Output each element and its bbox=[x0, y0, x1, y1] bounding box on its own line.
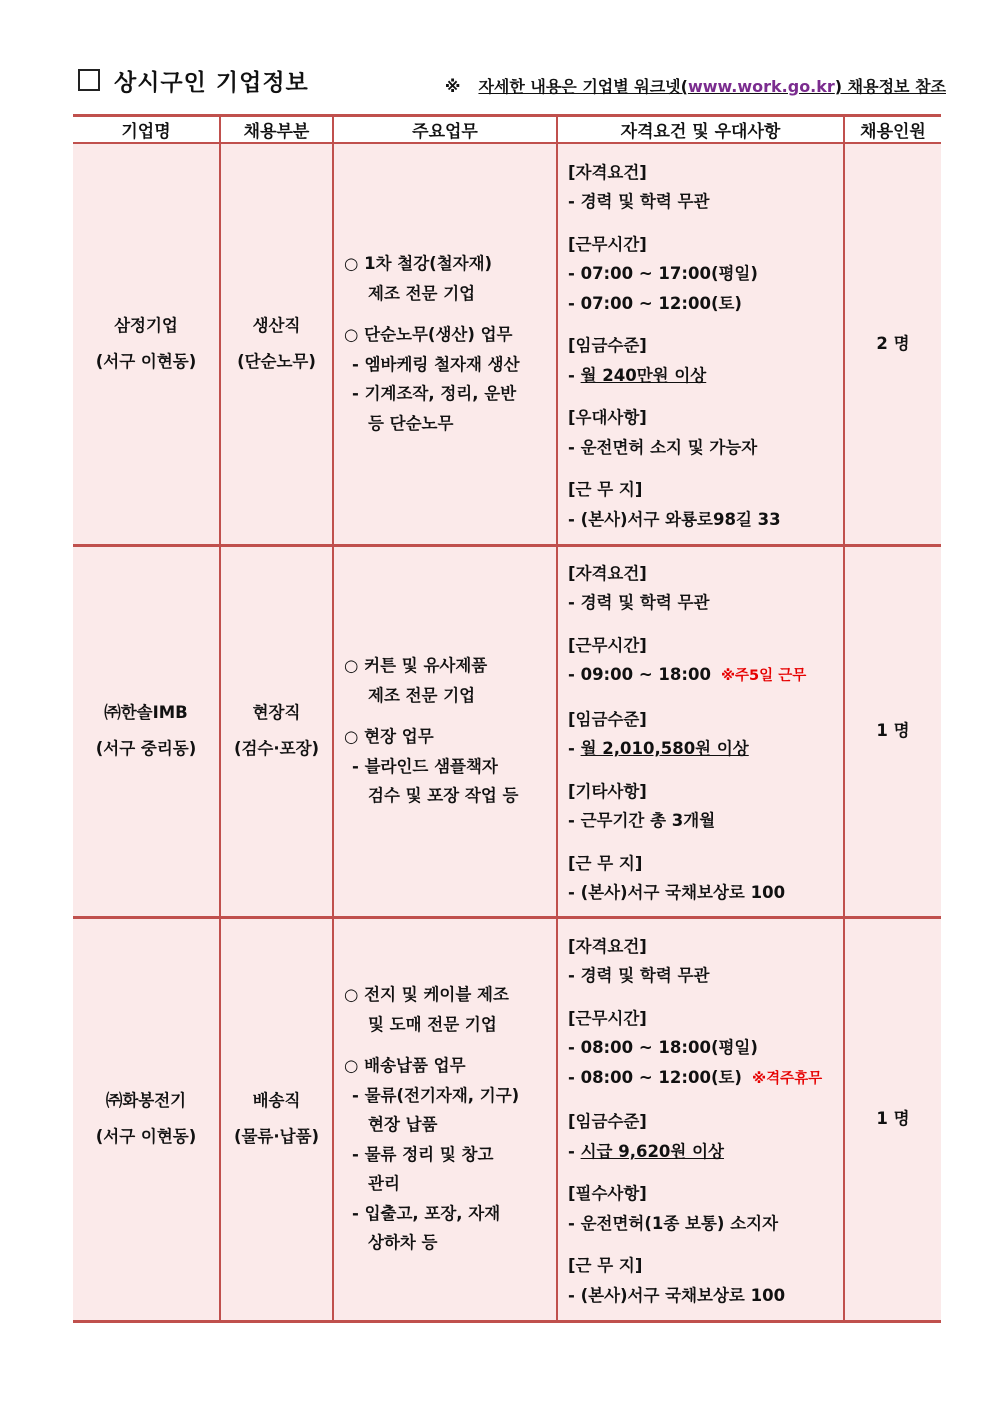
header-duties: 주요업무 bbox=[333, 116, 557, 144]
note-text-before: 자세한 내용은 기업별 워크넷( bbox=[478, 77, 688, 96]
duty-line: ○ 단순노무(생산) 업무 bbox=[344, 325, 513, 345]
qual-group bbox=[568, 403, 843, 462]
qual-line: - 경력 및 학력 무관 bbox=[568, 966, 710, 986]
header-dept: 채용부분 bbox=[220, 116, 333, 144]
reference-note bbox=[445, 74, 946, 97]
qual-line: - (본사)서구 와룡로98길 33 bbox=[568, 509, 781, 529]
company-location: (서구 이현동) bbox=[95, 351, 197, 371]
qual-group: [임금수준] - 월 2,010,580원 이상 bbox=[568, 705, 843, 764]
company-name: ㈜화봉전기 bbox=[105, 1091, 187, 1110]
duty-line: 상하차 등 bbox=[368, 1233, 438, 1253]
qual-heading: [임금수준] bbox=[568, 709, 647, 729]
company-location: (서구 이현동) bbox=[95, 1127, 197, 1146]
dept-cell bbox=[220, 917, 333, 1321]
qual-line: - (본사)서구 국채보상로 100 bbox=[568, 1285, 786, 1305]
qual-heading: [근 무 지] bbox=[568, 853, 643, 873]
company-cell bbox=[73, 545, 220, 917]
dept-name: 생산직 bbox=[252, 315, 301, 335]
qual-group bbox=[568, 631, 843, 692]
qual-heading: [임금수준] bbox=[568, 336, 647, 355]
duties-cell bbox=[333, 545, 557, 917]
qual-heading: [근무시간] bbox=[568, 234, 647, 254]
qual-line: - 08:00 ~ 12:00(토) bbox=[568, 1067, 742, 1087]
duty-line: - 기계조작, 정리, 운반 bbox=[352, 384, 517, 404]
company-location: (서구 중리동) bbox=[95, 739, 197, 758]
count-cell bbox=[844, 545, 941, 917]
qual-heading: [근무시간] bbox=[568, 635, 647, 655]
qual-heading: [우대사항] bbox=[568, 408, 647, 427]
wage-value: 월 240만원 이상 bbox=[580, 365, 707, 385]
qual-heading: [자격요건] bbox=[568, 162, 647, 182]
duty-line: 제조 전문 기업 bbox=[368, 283, 476, 303]
qual-heading: [근 무 지] bbox=[568, 1256, 643, 1276]
qual-heading: [임금수준] bbox=[568, 1112, 647, 1132]
qual-group bbox=[568, 1251, 843, 1310]
qual-group bbox=[568, 559, 843, 618]
note-mark: ※ bbox=[444, 77, 461, 96]
header-qualifications: 자격요건 및 우대사항 bbox=[557, 116, 844, 144]
highlight-note: ※주5일 근무 bbox=[720, 668, 807, 684]
hire-count: 1 명 bbox=[876, 1109, 910, 1128]
wage-value: 월 2,010,580원 이상 bbox=[580, 739, 749, 758]
company-cell bbox=[73, 143, 220, 545]
qual-heading: [근무시간] bbox=[568, 1008, 647, 1028]
qualifications-cell bbox=[557, 545, 844, 917]
qual-line: - 운전면허(1종 보통) 소지자 bbox=[568, 1213, 779, 1233]
duties-cell bbox=[333, 143, 557, 545]
header-count: 채용인원 bbox=[844, 116, 941, 144]
table-row bbox=[73, 917, 941, 1321]
duty-line: 등 단순노무 bbox=[368, 413, 454, 433]
qual-group: [임금수준] - 시급 9,620원 이상 bbox=[568, 1107, 843, 1166]
job-table bbox=[73, 114, 941, 1323]
company-name: 삼정기업 bbox=[114, 315, 178, 335]
qual-heading: [자격요건] bbox=[568, 936, 647, 956]
highlight-note: ※격주휴무 bbox=[751, 1070, 823, 1087]
qual-heading: [필수사항] bbox=[568, 1184, 647, 1204]
duties-cell bbox=[333, 917, 557, 1321]
duty-line: 제조 전문 기업 bbox=[368, 685, 476, 705]
duty-line: - 물류 정리 및 창고 bbox=[352, 1144, 494, 1164]
count-cell bbox=[844, 143, 941, 545]
company-name: ㈜한솔IMB bbox=[104, 703, 188, 722]
duty-line: ○ 배송납품 업무 bbox=[344, 1056, 466, 1076]
duty-line: - 엠바케링 철자재 생산 bbox=[352, 354, 520, 374]
dept-sub: (물류·납품) bbox=[233, 1127, 320, 1146]
dept-sub: (검수·포장) bbox=[233, 739, 320, 758]
qual-line: - 운전면허 소지 및 가능자 bbox=[568, 437, 758, 457]
header-company: 기업명 bbox=[73, 116, 220, 144]
qual-line: - 근무기간 총 3개월 bbox=[568, 811, 716, 830]
dept-sub: (단순노무) bbox=[237, 351, 316, 371]
company-cell bbox=[73, 917, 220, 1321]
wage-value: 시급 9,620원 이상 bbox=[580, 1141, 724, 1161]
table-row bbox=[73, 143, 941, 545]
qual-heading: [자격요건] bbox=[568, 563, 647, 583]
qual-group bbox=[568, 230, 843, 319]
hire-count: 2 명 bbox=[876, 333, 910, 353]
qualifications-cell bbox=[557, 917, 844, 1321]
duty-line: ○ 전지 및 케이블 제조 bbox=[344, 985, 509, 1005]
qual-line: - 경력 및 학력 무관 bbox=[568, 192, 710, 211]
duty-line: 검수 및 포장 작업 등 bbox=[368, 786, 519, 806]
checkbox-icon bbox=[78, 69, 100, 91]
qualifications-cell bbox=[557, 143, 844, 545]
table-header-row bbox=[73, 116, 941, 144]
qual-line: - 08:00 ~ 18:00(평일) bbox=[568, 1038, 758, 1058]
duty-line: ○ 1차 철강(철자재) bbox=[344, 254, 493, 274]
qual-heading: [근 무 지] bbox=[568, 480, 643, 499]
qual-group bbox=[568, 1179, 843, 1238]
duty-line: - 블라인드 샘플책자 bbox=[352, 756, 498, 776]
qual-group bbox=[568, 1004, 843, 1095]
qual-group bbox=[568, 158, 843, 217]
count-cell bbox=[844, 917, 941, 1321]
qual-line: - 07:00 ~ 12:00(토) bbox=[568, 293, 742, 313]
duty-line: ○ 현장 업무 bbox=[344, 727, 434, 747]
title-text: 상시구인 기업정보 bbox=[114, 70, 309, 96]
table-row bbox=[73, 545, 941, 917]
qual-group: [임금수준] - 월 240만원 이상 bbox=[568, 331, 843, 390]
duty-line: 관리 bbox=[368, 1174, 400, 1194]
qual-heading: [기타사항] bbox=[568, 781, 647, 801]
qual-group bbox=[568, 475, 843, 534]
dept-name: 배송직 bbox=[252, 1091, 301, 1110]
note-text-after: ) 채용정보 참조 bbox=[834, 77, 946, 96]
duty-line: 및 도매 전문 기업 bbox=[368, 1014, 497, 1034]
duty-line: ○ 커튼 및 유사제품 bbox=[344, 656, 488, 676]
dept-name: 현장직 bbox=[252, 703, 301, 722]
worknet-link[interactable]: www.work.go.kr bbox=[687, 77, 835, 96]
page-title bbox=[78, 64, 309, 97]
dept-cell bbox=[220, 143, 333, 545]
hire-count: 1 명 bbox=[876, 721, 910, 740]
duty-line: - 입출고, 포장, 자재 bbox=[352, 1203, 501, 1223]
qual-line: - (본사)서구 국채보상로 100 bbox=[568, 883, 786, 902]
duty-line: - 물류(전기자재, 기구) bbox=[352, 1085, 520, 1105]
qual-line: - 경력 및 학력 무관 bbox=[568, 593, 710, 612]
qual-group bbox=[568, 932, 843, 991]
qual-group bbox=[568, 849, 843, 908]
duty-line: 현장 납품 bbox=[368, 1115, 438, 1135]
dept-cell bbox=[220, 545, 333, 917]
qual-line: - 09:00 ~ 18:00 bbox=[568, 665, 711, 684]
qual-group bbox=[568, 777, 843, 836]
qual-line: - 07:00 ~ 17:00(평일) bbox=[568, 264, 758, 283]
